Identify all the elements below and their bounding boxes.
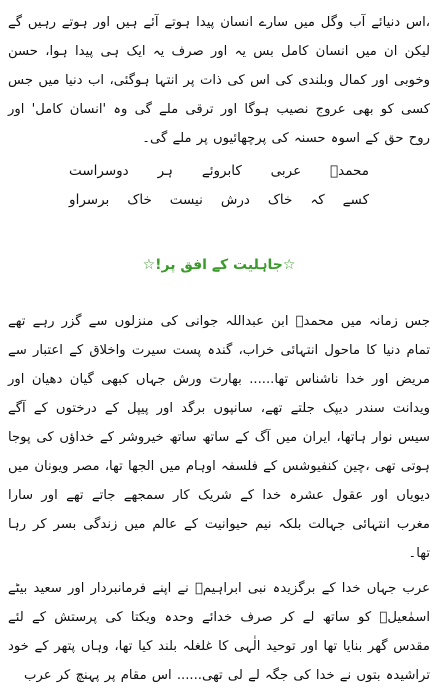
couplet-word: عربی — [270, 163, 302, 179]
couplet-word: خاک — [127, 192, 152, 208]
couplet-word: برسراو — [69, 192, 110, 208]
paragraph-jahiliyyah: جس زمانہ میں محمدؐ ابن عبداللہ جوانی کی منزلوں سے گزر رہے تھے تمام دنیا کا ماحول انتہائی خراب، گندہ پست سیرت واخلاق کے اعتبار سے مریض اور خدا ناشناس تھا...... بھارت ورش جہاں کبھی گیان دھیان اور ویدانت سندر دیپک جلتے تھے، سانپوں برگد اور پیپل کے درختوں کے آگے سیس نوار ہاتھا، ایران میں آگ کے ساتھ ساتھ خیروشر کے خداؤں کی پوجا ہوتی تھی ،چین کنفیوشس کے فلسفہ اوہام میں الجھا تھا، مصر ویونان میں دیویاں اور عقول عشرہ خدا کے شریک کار سمجھے جاتے تھے اور سارا مغرب انتہائی جہالت بلکہ نیم حیوانیت کے عالم میں زندگی بسر کر رہا تھا۔ — [8, 314, 430, 561]
couplet-line-1 — [69, 157, 369, 186]
couplet-word: کہ — [310, 192, 325, 208]
section-heading: ☆جاہلیت کے افق پر!☆ — [142, 257, 296, 273]
couplet-word: کابروئے — [201, 163, 242, 179]
couplet-word: نیست — [169, 192, 203, 208]
couplet-word: خاک — [267, 192, 293, 208]
couplet-line-2 — [69, 186, 369, 215]
couplet-word: محمدؐ — [330, 163, 369, 179]
paragraph-intro: ،اس دنیائے آب وگل میں سارے انسان پیدا ہوتے آئے ہیں اور ہوتے رہیں گے لیکن ان میں انسان کامل بس یہ اور صرف یہ ایک ہی پیدا ہوا، حسن وخوبی اور کمال وبلندی کی اس کی ذات پر انتہا ہوگئی، اب دنیا میں جس کسی کو بھی عروج نصیب ہوگا اور ترقی ملے گی وہ 'انسان کامل' اور روح حق کے اسوہ حسنہ کی پرچھائیوں پر ملے گی۔ — [8, 15, 430, 146]
couplet-word: درش — [220, 192, 250, 208]
persian-couplet — [69, 157, 369, 215]
couplet-word: ہر — [157, 163, 173, 179]
paragraph-arabia: عرب جہاں خدا کے برگزیدہ نبی ابراہیمؑ نے اپنے فرمانبردار اور سعید بیٹے اسمٰعیلؑ کو ساتھ لے کر صرف خدائے وحدہ ویکتا کی پرستش کے لئے مقدس گھر بنایا تھا اور توحید الٰہی کا غلغلہ بلند کیا تھا، وہاں پتھر کے خود تراشیدہ بتوں نے خدا کی جگہ لے لی تھی...... اس مقام پر پہنچ کر عرب — [8, 581, 430, 683]
couplet-word: کسے — [342, 192, 369, 208]
couplet-word: دوسراست — [69, 163, 129, 179]
